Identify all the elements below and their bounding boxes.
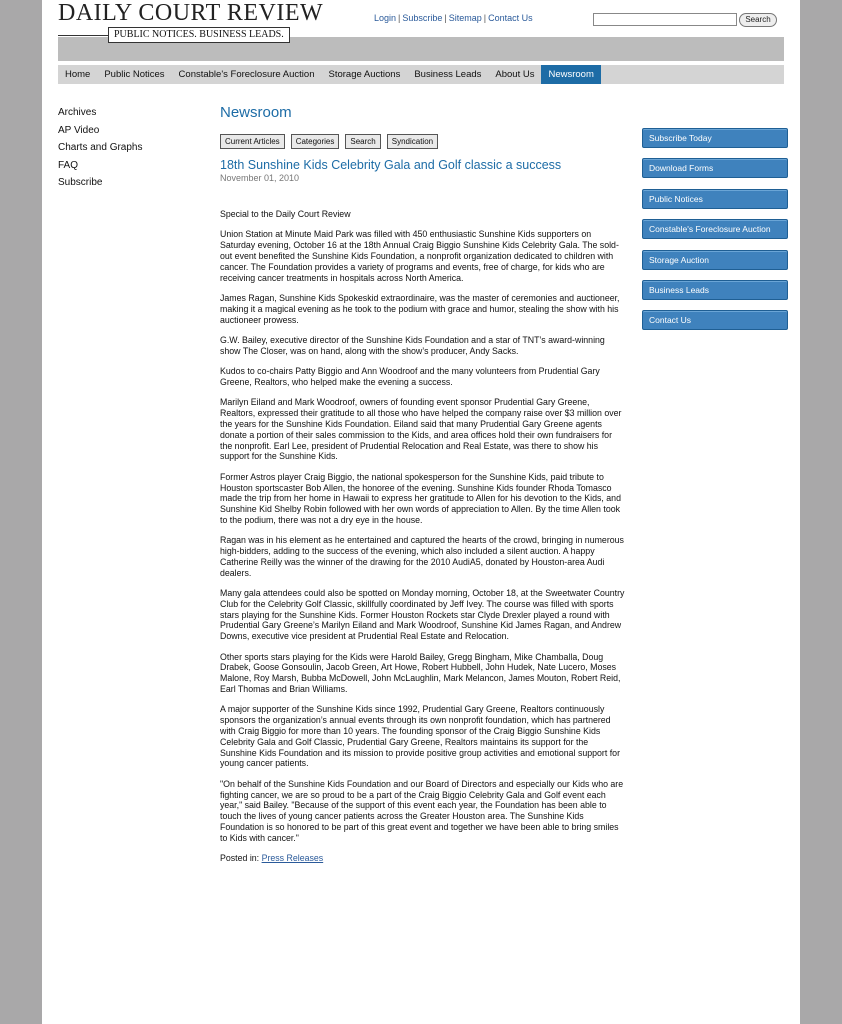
nav-about-us[interactable]: About Us: [495, 69, 535, 80]
site-logo[interactable]: DAILY COURT REVIEW: [58, 0, 324, 26]
tab-syndication[interactable]: Syndication: [387, 134, 438, 149]
sidebar-item-charts-and-graphs[interactable]: Charts and Graphs: [58, 142, 143, 153]
storage-auction-button[interactable]: Storage Auction: [642, 250, 788, 270]
sidebar-item-faq[interactable]: FAQ: [58, 159, 79, 171]
article-paragraph: A major supporter of the Sunshine Kids since 1992, Prudential Gary Greene, Realtors continuously sponsors the organization’s annual events through its own nonprofit foundation, which has partnered with Craig Biggio for more than 10 years. The founding sponsor of the Craig Biggio Sunshine Kids Celebrity Gala and Golf Classic, Prudential Gary Greene, Realtors maintains its support for the Sunshine Kids Foundation and its mission to provide positive group activities and emotional support for young cancer patients.: [220, 704, 620, 769]
posted-in-label: Posted in:: [220, 853, 260, 864]
article-date: November 01, 2010: [220, 173, 300, 183]
sidebar-item-archives[interactable]: Archives: [58, 107, 97, 118]
press-releases-link[interactable]: Press Releases: [261, 853, 324, 864]
article-paragraph: "On behalf of the Sunshine Kids Foundation and our Board of Directors and especially our Kids who are fighting cancer, we are so proud to be a part of the Craig Biggio Celebrity Gala and Golf event each year," said Bailey. "Because of the support of this event each year, the Foundation has been able to touch the lives of young cancer patients across the Greater Houston area. The Sunshine Kids Foundation is so honored to be part of this great event and together we have been able to bring smiles to Kids with cancer.": [220, 778, 624, 843]
page: [42, 0, 800, 1024]
nav-newsroom[interactable]: Newsroom: [541, 65, 600, 84]
tab-categories[interactable]: Categories: [291, 134, 340, 149]
nav-constables-foreclosure-auction[interactable]: Constable's Foreclosure Auction: [178, 69, 315, 80]
article-paragraph: Special to the Daily Court Review: [220, 209, 351, 219]
business-leads-button[interactable]: Business Leads: [642, 280, 788, 300]
search-button[interactable]: Search: [739, 13, 777, 27]
right-sidebar: [642, 128, 788, 341]
contact-us-link[interactable]: Contact Us: [488, 13, 533, 23]
main-content: [220, 104, 625, 863]
article-paragraph: Many gala attendees could also be spotted on Monday morning, October 18, at the Sweetwater Country Club for the Celebrity Golf Classic, skillfully coordinated by Jeff Ivey. The course was filled with sports stars playing for the Sunshine Kids. Former Houston Rockets star Clyde Drexler played a round with Prudential Gary Greene’s Marilyn Eiland and Mark Woodroof, Sunshine Kid James Ragan, and Andrew Downs, executive vice president at Prudential Real Estate and Relocation.: [220, 588, 625, 642]
sidebar-item-subscribe[interactable]: Subscribe: [58, 177, 103, 188]
login-link[interactable]: Login: [374, 13, 397, 23]
download-forms-button[interactable]: Download Forms: [642, 158, 788, 178]
constables-foreclosure-auction-button[interactable]: Constable's Foreclosure Auction: [642, 219, 788, 239]
tab-current-articles[interactable]: Current Articles: [220, 134, 285, 149]
article-body: [220, 209, 625, 844]
nav-business-leads[interactable]: Business Leads: [414, 69, 482, 80]
article-paragraph: Other sports stars playing for the Kids were Harold Bailey, Gregg Bingham, Mike Chamballa, Doug Drabek, Goose Gonsoulin, Jacob Green, Art Howe, Robert Hubbell, John Hudek, Nate Lucero, Moses Malone, Roy Marsh, Bubba McDowell, John McLaughlin, Mark Melancon, James Mouton, Robert Reid, Earl Thomas and Brian Williams.: [220, 651, 621, 695]
search-input[interactable]: [593, 13, 737, 26]
newsroom-subtabs: [220, 134, 625, 149]
article-paragraph: Former Astros player Craig Biggio, the national spokesperson for the Sunshine Kids, paid tribute to Houston sportscaster Bob Allen, the honoree of the evening. Sunshine Kids founder Rhoda Tomasco made the trip from her home in Hawaii to express her gratitude to Allen for his devotion to the Kids, and Sunshine Kid Shelby Robin followed with her own words of appreciation to Allen. By the time Allen took to the podium, there was not a dry eye in the house.: [220, 471, 621, 525]
article-paragraph: James Ragan, Sunshine Kids Spokeskid extraordinaire, was the master of ceremonies and auctioneer, making it a magical evening as he took to the podium with grace and humor, stealing the show with his auctioneer prowess.: [220, 292, 620, 325]
nav-storage-auctions[interactable]: Storage Auctions: [328, 69, 401, 80]
nav-public-notices[interactable]: Public Notices: [104, 69, 165, 80]
subscribe-today-button[interactable]: Subscribe Today: [642, 128, 788, 148]
main-nav: [58, 65, 784, 84]
sidebar-item-ap-video[interactable]: AP Video: [58, 124, 100, 136]
public-notices-button[interactable]: Public Notices: [642, 189, 788, 209]
article-paragraph: Kudos to co-chairs Patty Biggio and Ann Woodroof and the many volunteers from Prudential Gary Greene, Realtors, who helped make the evening a success.: [220, 366, 600, 387]
site-tagline: PUBLIC NOTICES. BUSINESS LEADS.: [108, 27, 290, 43]
posted-in: [220, 853, 625, 863]
article-paragraph: Ragan was in his element as he entertained and captured the hearts of the crowd, bringing in numerous high-bidders, adding to the success of the evening, which also included a silent auction. A happy Catherine Reilly was the winner of the drawing for the 2010 AudiA5, donated by Houston-area Audi dealers.: [220, 535, 624, 578]
article-paragraph: G.W. Bailey, executive director of the Sunshine Kids Foundation and a star of TNT’s award-winning show The Closer, was on hand, along with the show’s producer, Andy Sacks.: [220, 334, 605, 356]
sitemap-link[interactable]: Sitemap: [448, 13, 482, 23]
article-paragraph: Marilyn Eiland and Mark Woodroof, owners of founding event sponsor Prudential Gary Greene, Realtors, expressed their gratitude to all those who have helped the company raise over $3 million over the years for the Sunshine Kids Foundation. Eiland said that many Prudential Gary Greene agents donate a portion of their sales commission to the Kids, and area offices hold their own fundraisers for the nonprofit. Earl Lee, president of Prudential Relocation and Real Estate, was there to show his support for the Sunshine Kids.: [220, 397, 622, 462]
left-sidebar: [58, 104, 143, 192]
nav-home[interactable]: Home: [65, 69, 91, 80]
article-title[interactable]: 18th Sunshine Kids Celebrity Gala and Golf classic a success: [220, 158, 562, 172]
article-paragraph: Union Station at Minute Maid Park was filled with 450 enthusiastic Sunshine Kids supporters on Saturday evening, October 16 at the 18th Annual Craig Biggio Sunshine Kids Celebrity Gala. The sold-out event benefited the Sunshine Kids Foundation, a nonprofit organization dedicated to children with cancer. The Foundation provides a variety of programs and events, free of charge, for kids who are receiving cancer treatments in hospitals across North America.: [220, 229, 619, 283]
subscribe-link[interactable]: Subscribe: [402, 13, 443, 23]
top-links: Login | Subscribe | Sitemap | Contact Us: [374, 13, 533, 23]
page-title: Newsroom: [220, 104, 292, 121]
contact-us-button[interactable]: Contact Us: [642, 310, 788, 330]
tab-search[interactable]: Search: [345, 134, 380, 149]
